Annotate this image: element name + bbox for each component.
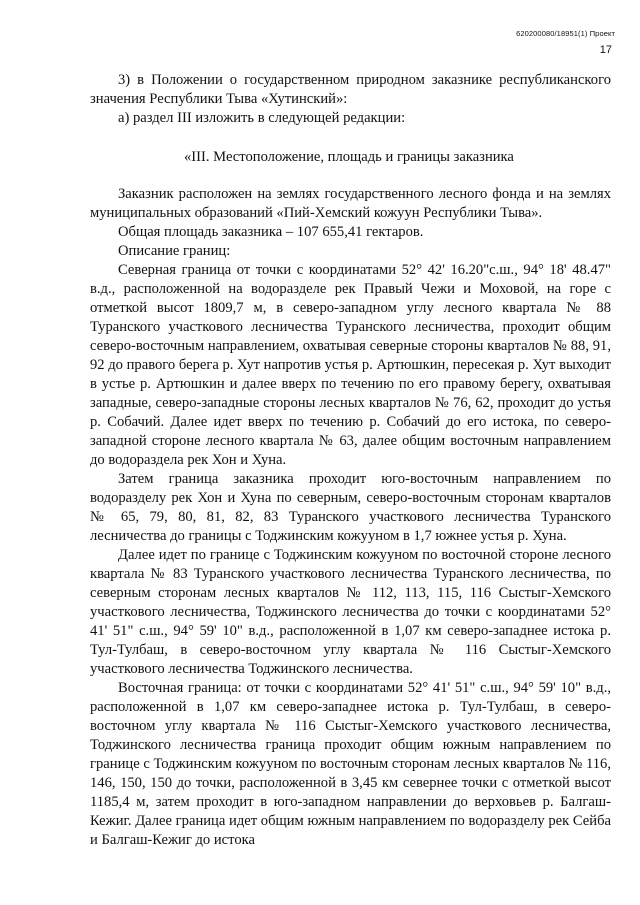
paragraph-north-boundary: Северная граница от точки с координатами 52° 42' 16.20"с.ш., 94° 18' 48.47" в.д., расположенной на водоразделе рек Правый Чежи и Моховой, на горе с отметкой высот 1809,7 м, в северо-западном углу лесного квартала № 88 Туранского участкового лесничества Туранского лесничества, проходит общим северо-восточным направлением, охватывая северные стороны кварталов № 88, 91, 92 до правого берега р. Хут напротив устья р. Артюшкин, пересекая р. Хут выходит в устье р. Артюшкин и далее вверх по течению по его правому берегу, охватывая западные, северо-западные стороны лесных кварталов № 76, 62, проходит до устья р. Собачий. Далее идет вверх по течению р. Собачий до его истока, по северо-западной стороне лесного квартала № 63, далее общим восточным направлением до водораздела рек Хон и Хуна. bbox=[90, 262, 611, 468]
paragraph-area: Общая площадь заказника – 107 655,41 гектаров. bbox=[118, 224, 424, 240]
section-heading: «III. Местоположение, площадь и границы заказника bbox=[184, 149, 514, 165]
paragraph-tozhu-border: Далее идет по границе с Тоджинским кожууном по восточной стороне лесного квартала № 83 Туранского участкового лесничества Туранского лесничества, по северным сторонам лесных кварталов № 112, 113, 115, 116 Сыстыг-Хемского участкового лесничества, Тоджинского лесничества до точки с координатами 52° 41' 51" с.ш., 94° 59' 10" в.д., расположенной в 1,07 км северо-западнее истока р. Тул-Тулбаш, в северо-восточном углу квартала № 116 Сыстыг-Хемского участкового лесничества Тоджинского лесничества. bbox=[90, 547, 611, 677]
document-body bbox=[90, 71, 611, 850]
paragraph-location: Заказник расположен на землях государственного лесного фонда и на землях муниципальных образований «Пий-Хемский кожуун Республики Тыва». bbox=[90, 186, 611, 221]
paragraph-east-boundary: Восточная граница: от точки с координатами 52° 41' 51" с.ш., 94° 59' 10" в.д., расположенной в 1,07 км северо-западнее истока р. Тул-Тулбаш, в северо-восточном углу квартала № 116 Сыстыг-Хемского участкового лесничества, Тоджинского лесничества граница проходит общим южным направлением по границе с Тоджинским кожууном по восточным сторонам лесных кварталов № 116, 146, 150, 150 до точки, расположенной в 3,45 км севернее точки с отметкой высот 1185,4 м, затем проходит в юго-западном направлении до верховьев р. Балгаш-Кежиг. Далее граница идет общим южным направлением по водоразделу рек Сейба и Балгаш-Кежиг до истока bbox=[90, 680, 611, 848]
page-number: 17 bbox=[599, 44, 612, 56]
amendment-item: 3) в Положении о государственном природном заказнике республиканского значения Республики Тыва «Хутинский»: bbox=[90, 72, 611, 107]
document-id: 620200080/18951(1) Проект bbox=[516, 29, 615, 38]
paragraph-southeast-boundary: Затем граница заказника проходит юго-восточным направлением по водоразделу рек Хон и Хуна по северным, северо-восточным сторонам кварталов № 65, 79, 80, 81, 82, 83 Туранского участкового лесничества Туранского лесничества до границы с Тоджинским кожууном в 1,7 южнее устья р. Хуна. bbox=[90, 471, 611, 544]
paragraph-boundaries-label: Описание границ: bbox=[118, 243, 231, 259]
amendment-subitem: а) раздел III изложить в следующей редакции: bbox=[118, 110, 406, 126]
